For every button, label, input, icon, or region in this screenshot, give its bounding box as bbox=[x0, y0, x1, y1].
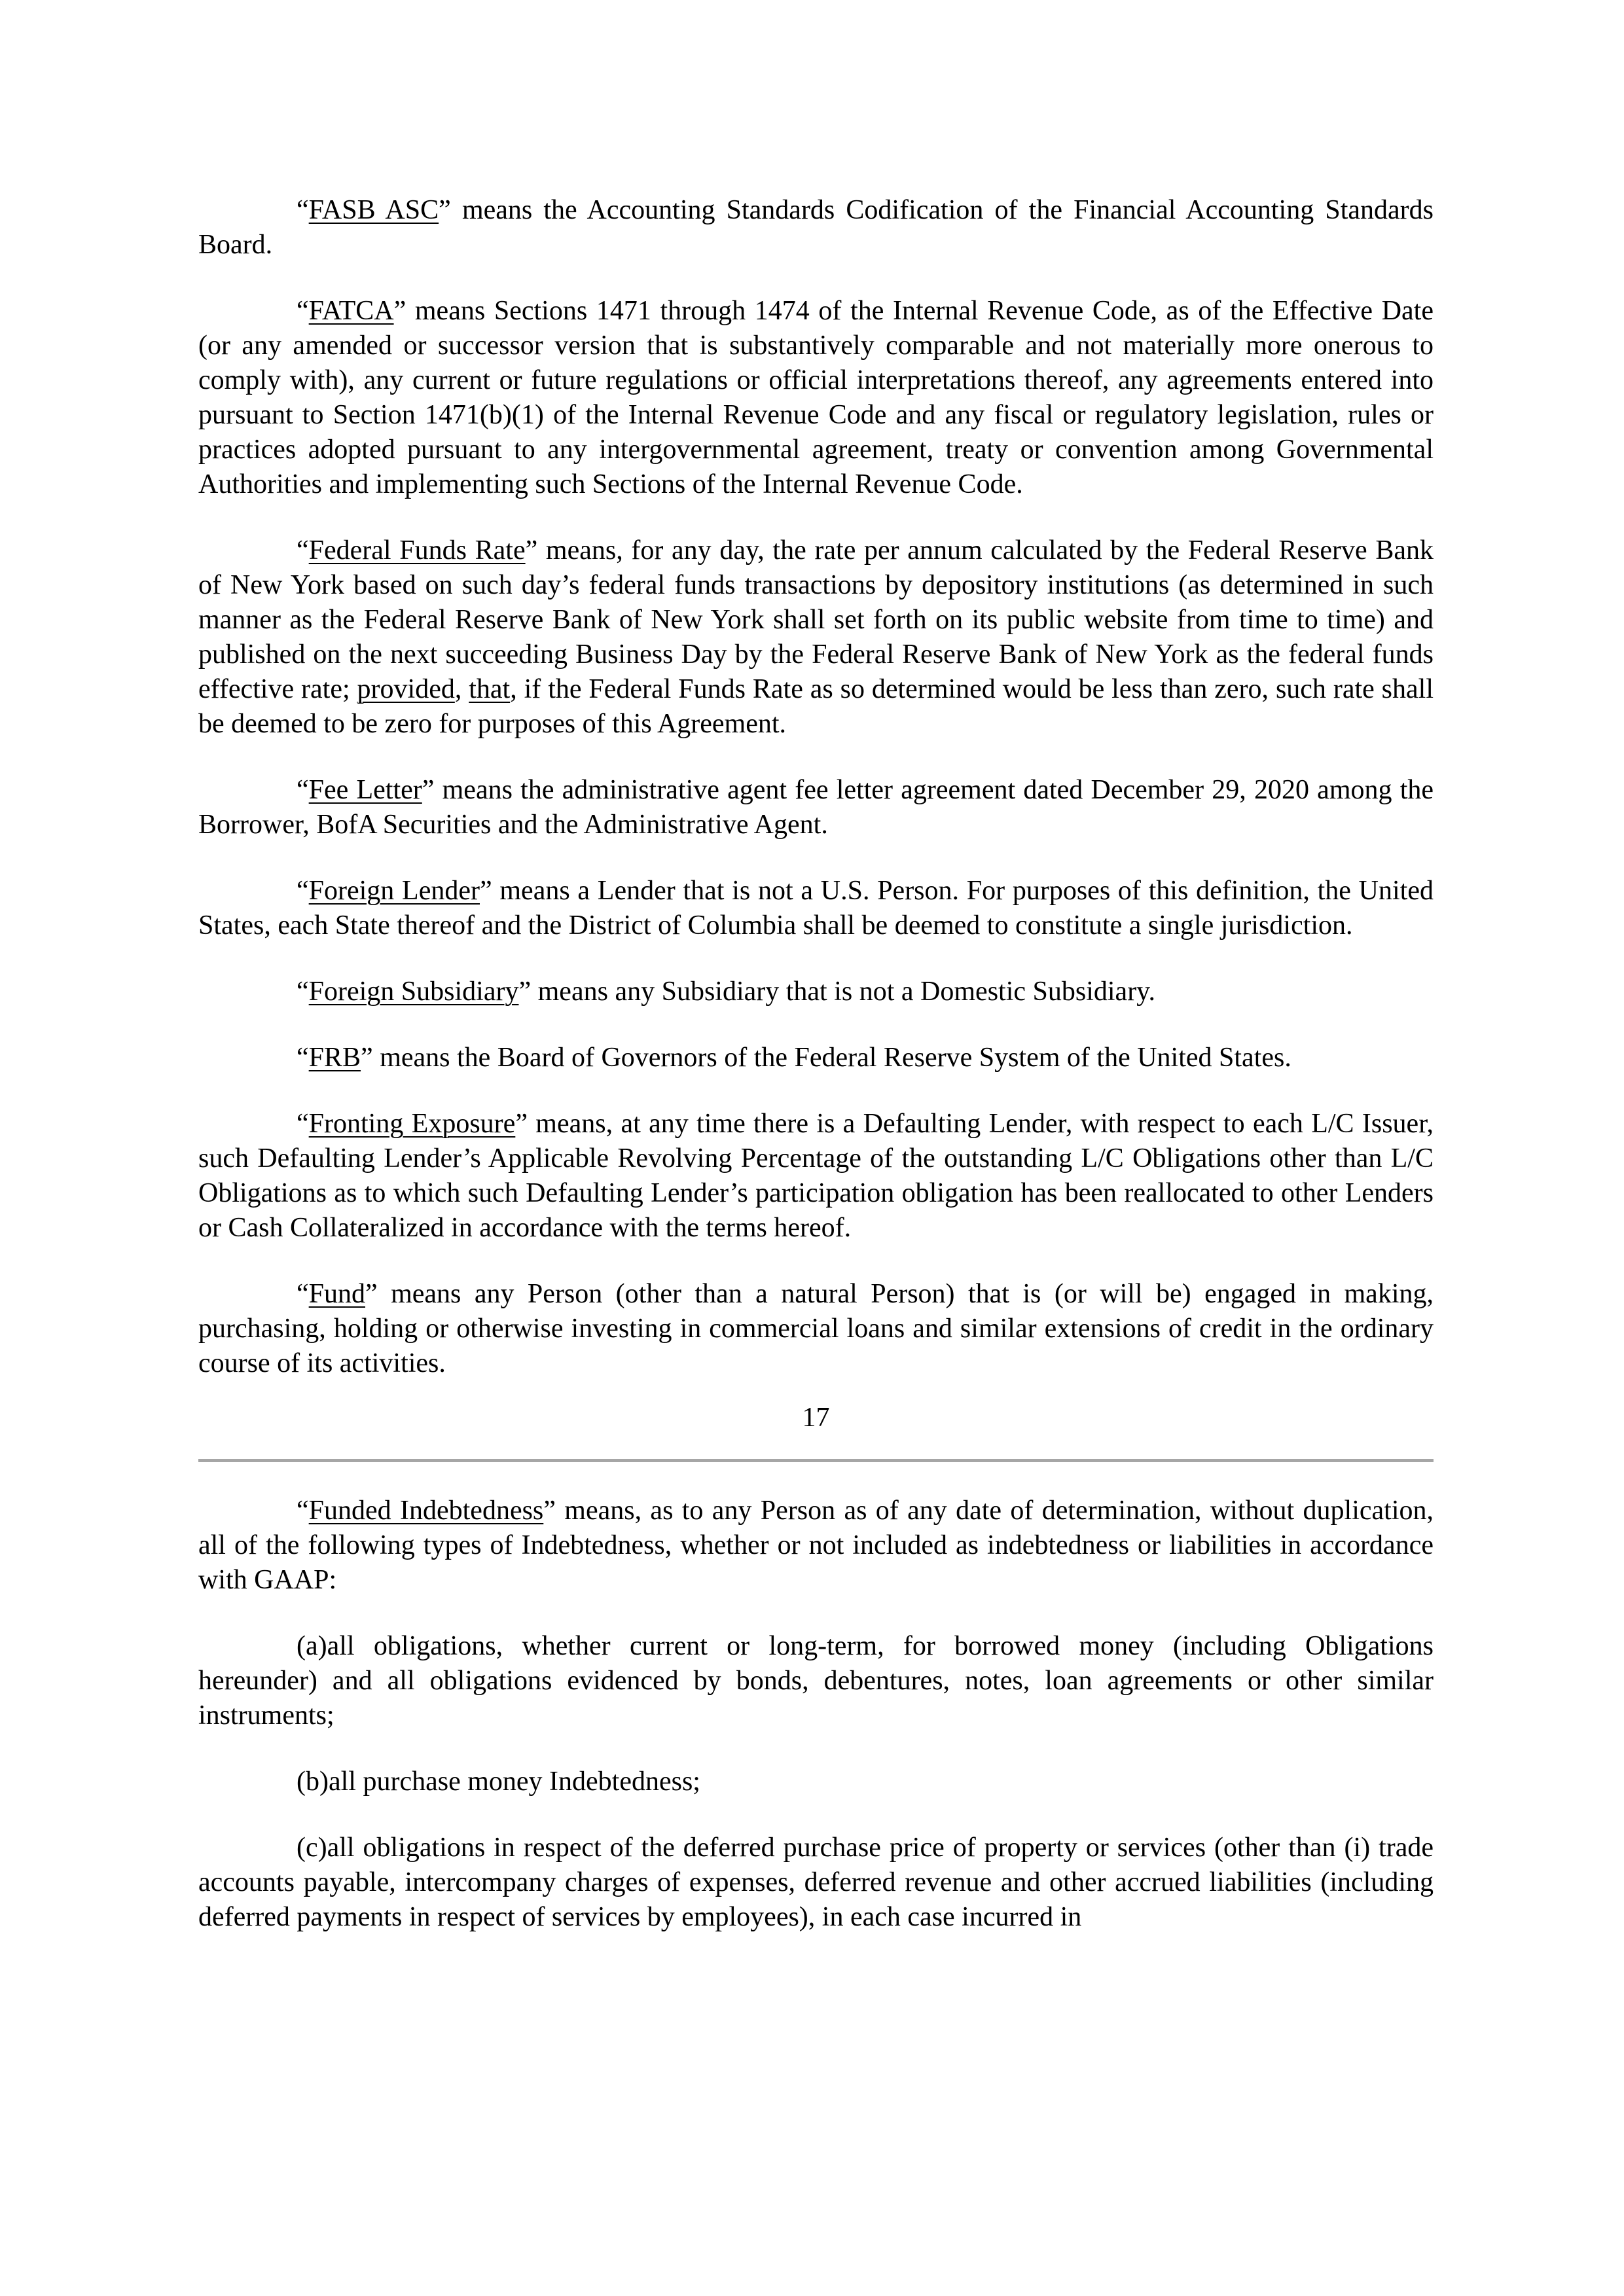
defined-term: FATCA bbox=[308, 296, 394, 326]
definition-fund: “Fund” means any Person (other than a natural Person) that is (or will be) engaged in making, purchasing, holding or otherwise investing in commercial loans and similar extensions of credit in the ordinary course of its activities. bbox=[198, 1279, 1434, 1378]
page-number: 17 bbox=[802, 1403, 830, 1433]
list-item-a: (a)all obligations, whether current or long-term, for borrowed money (including Obligations hereunder) and all obligations evidenced by bonds, debentures, notes, loan agreements or other similar instruments; bbox=[198, 1631, 1434, 1731]
defined-term: Foreign Subsidiary bbox=[308, 977, 519, 1007]
page-divider bbox=[198, 1459, 1434, 1462]
definition-text-continued: , if the Federal Funds Rate as so determined would be less than zero, such rate shall be deemed to be zero for purposes of this Agreement. bbox=[198, 674, 1434, 739]
definition-fee-letter: “Fee Letter” means the administrative agent fee letter agreement dated December 29, 2020 among the Borrower, BofA Securities and the Administrative Agent. bbox=[198, 775, 1434, 840]
definition-fatca: “FATCA” means Sections 1471 through 1474 of the Internal Revenue Code, as of the Effective Date (or any amended or successor version that is substantively comparable and not materially more onerous to comply with), any current or future regulations or official interpretations thereof, any agreements entered into pursuant to Section 1471(b)(1) of the Internal Revenue Code and any fiscal or regulatory legislation, rules or practices adopted pursuant to any intergovernmental agreement, treaty or convention among Governmental Authorities and implementing such Sections of the Internal Revenue Code. bbox=[198, 296, 1434, 499]
definition-text: means any Person (other than a natural Person) that is (or will be) engaged in making, purchasing, holding or otherwise investing in commercial loans and similar extensions of credit in the ordinary course of its activities. bbox=[198, 1279, 1434, 1378]
definition-text: means a Lender that is not a U.S. Person. For purposes of this definition, the United States, each State thereof and the District of Columbia shall be deemed to constitute a single jurisdiction. bbox=[198, 876, 1434, 941]
definition-federal-funds-rate: “Federal Funds Rate” means, for any day, the rate per annum calculated by the Federal Reserve Bank of New York based on such day’s federal funds transactions by depository institutions (as determined in such manner as the Federal Reserve Bank of New York shall set forth on its public website from time to time) and published on the next succeeding Business Day by the Federal Reserve Bank of New York as the federal funds effective rate; provided, that, if the Federal Funds Rate as so determined would be less than zero, such rate shall be deemed to be zero for purposes of this Agreement. bbox=[198, 535, 1434, 739]
defined-term: FASB ASC bbox=[308, 195, 439, 225]
list-item-c: (c)all obligations in respect of the deferred purchase price of property or services (other than (i) trade accounts payable, intercompany charges of expenses, deferred revenue and other accrued liabilities (including deferred payments in respect of services by employees), in each case incurred in bbox=[198, 1833, 1434, 1932]
definition-text: means the Accounting Standards Codification of the Financial Accounting Standards Board. bbox=[198, 195, 1434, 260]
provided-keyword: provided bbox=[357, 674, 455, 704]
definition-frb: “FRB” means the Board of Governors of the Federal Reserve System of the United States. bbox=[297, 1043, 1291, 1073]
defined-term: Fronting Exposure bbox=[308, 1109, 516, 1139]
that-keyword: that bbox=[469, 674, 511, 704]
list-item-b: (b)all purchase money Indebtedness; bbox=[297, 1767, 700, 1797]
separator: , bbox=[454, 674, 469, 704]
defined-term: Fund bbox=[308, 1279, 366, 1309]
definition-funded-indebtedness: “Funded Indebtedness” means, as to any Person as of any date of determination, without duplication, all of the following types of Indebtedness, whether or not included as indebtedness or liabilities in accordance with GAAP: bbox=[198, 1496, 1434, 1595]
defined-term: Federal Funds Rate bbox=[308, 535, 526, 565]
definition-text: means, as to any Person as of any date of determination, without duplication, all of the following types of Indebtedness, whether or not included as indebtedness or liabilities in accordance with GAAP: bbox=[198, 1496, 1434, 1595]
definition-text: means Sections 1471 through 1474 of the Internal Revenue Code, as of the Effective Date (or any amended or successor version that is substantively comparable and not materially more onerous to comply with), any current or future regulations or official interpretations thereof, any agreements entered into pursuant to Section 1471(b)(1) of the Internal Revenue Code and any fiscal or regulatory legislation, rules or practices adopted pursuant to any intergovernmental agreement, treaty or convention among Governmental Authorities and implementing such Sections of the Internal Revenue Code. bbox=[198, 296, 1434, 499]
defined-term: Fee Letter bbox=[308, 775, 422, 805]
document-body bbox=[198, 193, 1434, 1966]
definition-foreign-lender: “Foreign Lender” means a Lender that is not a U.S. Person. For purposes of this definition, the United States, each State thereof and the District of Columbia shall be deemed to constitute a single jurisdiction. bbox=[198, 876, 1434, 941]
definition-foreign-subsidiary: “Foreign Subsidiary” means any Subsidiary that is not a Domestic Subsidiary. bbox=[297, 977, 1155, 1007]
definition-text: means the administrative agent fee letter agreement dated December 29, 2020 among the Borrower, BofA Securities and the Administrative Agent. bbox=[198, 775, 1434, 840]
definition-text: means any Subsidiary that is not a Domestic Subsidiary. bbox=[531, 977, 1155, 1007]
definition-text: means the Board of Governors of the Federal Reserve System of the United States. bbox=[372, 1043, 1291, 1073]
defined-term: FRB bbox=[308, 1043, 361, 1073]
definition-fronting-exposure: “Fronting Exposure” means, at any time there is a Defaulting Lender, with respect to each L/C Issuer, such Defaulting Lender’s Applicable Revolving Percentage of the outstanding L/C Obligations other than L/C Obligations as to which such Defaulting Lender’s participation obligation has been reallocated to other Lenders or Cash Collateralized in accordance with the terms hereof. bbox=[198, 1109, 1434, 1243]
definition-text: means, for any day, the rate per annum calculated by the Federal Reserve Bank of New York based on such day’s federal funds transactions by depository institutions (as determined in such manner as the Federal Reserve Bank of New York shall set forth on its public website from time to time) and published on the next succeeding Business Day by the Federal Reserve Bank of New York as the federal funds effective rate; bbox=[198, 535, 1434, 704]
definition-fasb-asc: “FASB ASC” means the Accounting Standards Codification of the Financial Accounting Standards Board. bbox=[198, 195, 1434, 260]
definition-text: means, at any time there is a Defaulting Lender, with respect to each L/C Issuer, such Defaulting Lender’s Applicable Revolving Percentage of the outstanding L/C Obligations other than L/C Obligations as to which such Defaulting Lender’s participation obligation has been reallocated to other Lenders or Cash Collateralized in accordance with the terms hereof. bbox=[198, 1109, 1434, 1243]
defined-term: Funded Indebtedness bbox=[308, 1496, 544, 1526]
defined-term: Foreign Lender bbox=[308, 876, 480, 906]
